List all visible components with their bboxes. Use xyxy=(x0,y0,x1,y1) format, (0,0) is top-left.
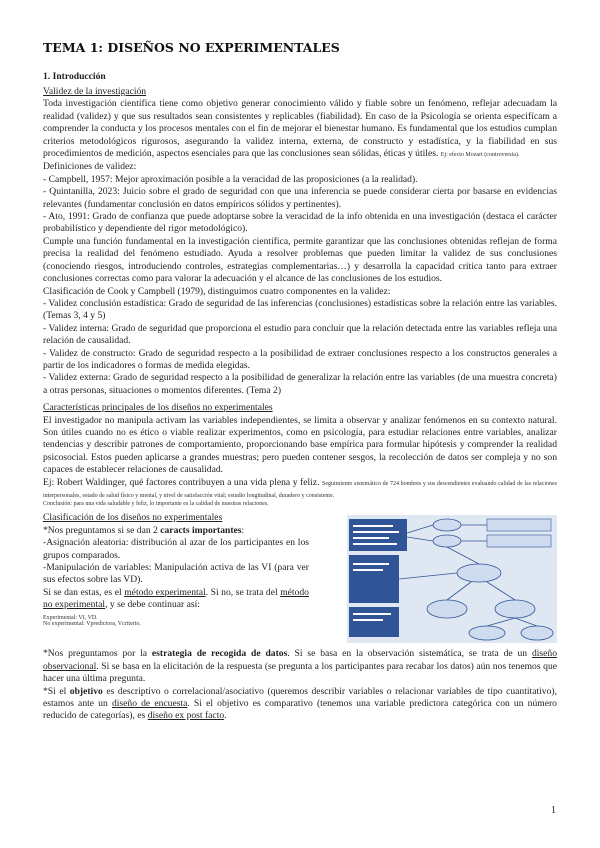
example-waldinger: Ej: Robert Waldinger, qué factores contribuyen a una vida plena y feliz. Seguimiento sistemático de 724 hombres y sus descendientes evaluando calidad de las relaciones interpersonales, estado de salud físico y mental, y nivel de satisfacción vital; estudio longitudinal, duradero y consistente. xyxy=(43,476,557,499)
section-heading-introduccion: 1. Introducción xyxy=(43,71,106,82)
diagram-node xyxy=(487,535,551,547)
question-objetivo: *Si el objetivo es descriptivo o correlacional/asociativo (queremos describir variables o relacionar variables de tipo cuantitativo), estamos ante un diseño de encuesta. Si el objetivo es comparativo (tenemos una variable predictora categórica con un número reducido de categorías), es diseño ex post facto. xyxy=(43,685,557,722)
diagram-box-bottom xyxy=(349,607,399,637)
diagram-node xyxy=(433,535,461,547)
diagram-box-top xyxy=(349,519,407,551)
document-page xyxy=(43,40,557,723)
question-caracteristicas: *Nos preguntamos si se dan 2 caracts importantes: xyxy=(43,524,245,536)
diagram-node xyxy=(427,600,467,618)
diagram-node xyxy=(469,626,505,640)
validez-externa: - Validez externa: Grado de seguridad respecto a la posibilidad de generalizar la relación entre las variables (de una muestra concreta) a otras personas, situaciones o momentos diferentes. (Tema 2) xyxy=(43,372,557,396)
page-number: 1 xyxy=(551,805,556,816)
intro-paragraph: Toda investigación científica tiene como objetivo generar conocimiento válido y fiable sobre un fenómeno, reflejar adecuadam la realidad (validez) y que sus resultados sean consistentes y replicables (fiabilidad). En caso de la Psicología se orienta especifícam a comprender la conducta y los procesos mentales con el fin de mejorar el bienestar humano. Es fundamental que los estudios cumplan criterios metodológicos rigurosos, asegurando la validez interna, externa, de constructo y estadística, y la fiabilidad en sus procedimientos de medición, aspectos esenciales para que las conclusiones sean sólidas, éticas y útiles. Ej: efecto Mozart (controversia). xyxy=(43,98,557,160)
diagram-node xyxy=(521,626,553,640)
clasificacion-heading: Clasificación de los diseños no experimentales xyxy=(43,512,223,524)
definiciones-label: Definiciones de validez: xyxy=(43,161,137,173)
validez-constructo: - Validez de constructo: Grado de seguridad respecto a la posibilidad de extraer conclusiones respecto a los constructos generales a partir de los indicadores o formas de medida elegidas. xyxy=(43,347,557,371)
funcion-paragraph: Cumple una función fundamental en la investigación científica, permite garantizar que las conclusiones obtenidas reflejan de forma precisa la realidad del fenómeno estudiado. Ayuda a resolver problemas que pueden limitar la validez de sus conclusiones (conociendo riesgos, introduciendo controles, estrategias complementarias…) y desarrolla la capacidad crítica tanto para extraer conclusiones correctas como para valorar la adecuación y el alcance de las conclusiones de los estudios. xyxy=(43,235,557,285)
validez-estadistica: - Validez conclusión estadística: Grado de seguridad de las inferencias (conclusiones) estadísticas sobre la relación entre las variables. (Temas 3, 4 y 5) xyxy=(43,297,557,322)
caracteristicas-heading: Características principales de los diseños no experimentales xyxy=(43,402,273,414)
definition-campbell: - Campbell, 1957: Mejor aproximación posible a la veracidad de las proposiciones (a la realidad). xyxy=(43,173,418,185)
validez-interna: - Validez interna: Grado de seguridad que proporciona el estudio para concluir que la relación detectada entre las variables refleja una relación de causalidad. xyxy=(43,322,557,347)
diagram-box-mid xyxy=(349,555,399,603)
asignacion-aleatoria: -Asignación aleatoria: distribución al azar de los participantes en los grupos comparados. xyxy=(43,537,309,561)
exp-note-1: Experimental: VI, VD. xyxy=(43,614,98,621)
caracteristicas-paragraph: El investigador no manipula activam las variables independientes, se limita a observar y analizar fenómenos en su contexto natural. Son útiles cuando no es ético o viable realizar experimentos, como en psicología, para estudiar relaciones entre variables, analizar tendencias y describir patrones de comportamiento, proporcionando base empírica para formular hipótesis y comprender la realidad psicosocial. Estos pueden aplicarse a grandes muestras; pero pueden contener sesgos, la recolección de datos ser compleja y no son capaces de establecer relaciones de causalidad. xyxy=(43,414,557,476)
diagram-node xyxy=(433,519,461,531)
conclusion-note: Conclusión: para una vida saludable y feliz, lo importante es la calidad de nuestras relaciones. xyxy=(43,501,269,508)
question-estrategia: *Nos preguntamos por la estrategia de recogida de datos. Si se basa en la observación sistemática, se trata de un diseño observacional. Si se basa en la elicitación de la respuesta (se pregunta a los participantes para recabar los datos) aún nos tenemos que hacer una última pregunta. xyxy=(43,648,558,685)
definition-ato: - Ato, 1991: Grado de confianza que puede adoptarse sobre la veracidad de la info obtenida en una investigación (destaca el carácter probabilístico y dependiente del rigor metodológico). xyxy=(43,211,557,235)
manipulacion-variables: -Manipulación de variables: Manipulación activa de las VI (para ver sus efectos sobre las VD). xyxy=(43,562,309,586)
page-title: TEMA 1: DISEÑOS NO EXPERIMENTALES xyxy=(43,40,340,55)
cook-campbell-intro: Clasificación de Cook y Campbell (1979), distinguimos cuatro componentes en la validez: xyxy=(43,285,391,297)
validez-heading: Validez de la investigación xyxy=(43,86,147,97)
diagram-node xyxy=(495,600,535,618)
design-classification-diagram xyxy=(347,515,557,643)
diagram-node xyxy=(487,519,551,531)
diagram-node xyxy=(457,564,501,582)
metodo-sentence: Si se dan estas, es el método experimental. Si no, se trata del método no experimental, y se debe continuar así: xyxy=(43,586,309,611)
exp-note-2: No experimental: Vpredictora, Vcriterio. xyxy=(43,620,141,627)
definition-quintanilla: - Quintanilla, 2023: Juicio sobre el grado de seguridad con que una inferencia se puede considerar cierta por basarse en evidencias relevantes (fundamentar conclusión en datos empíricos sólidos y pertinentes). xyxy=(43,186,557,210)
classification-block xyxy=(43,512,557,643)
